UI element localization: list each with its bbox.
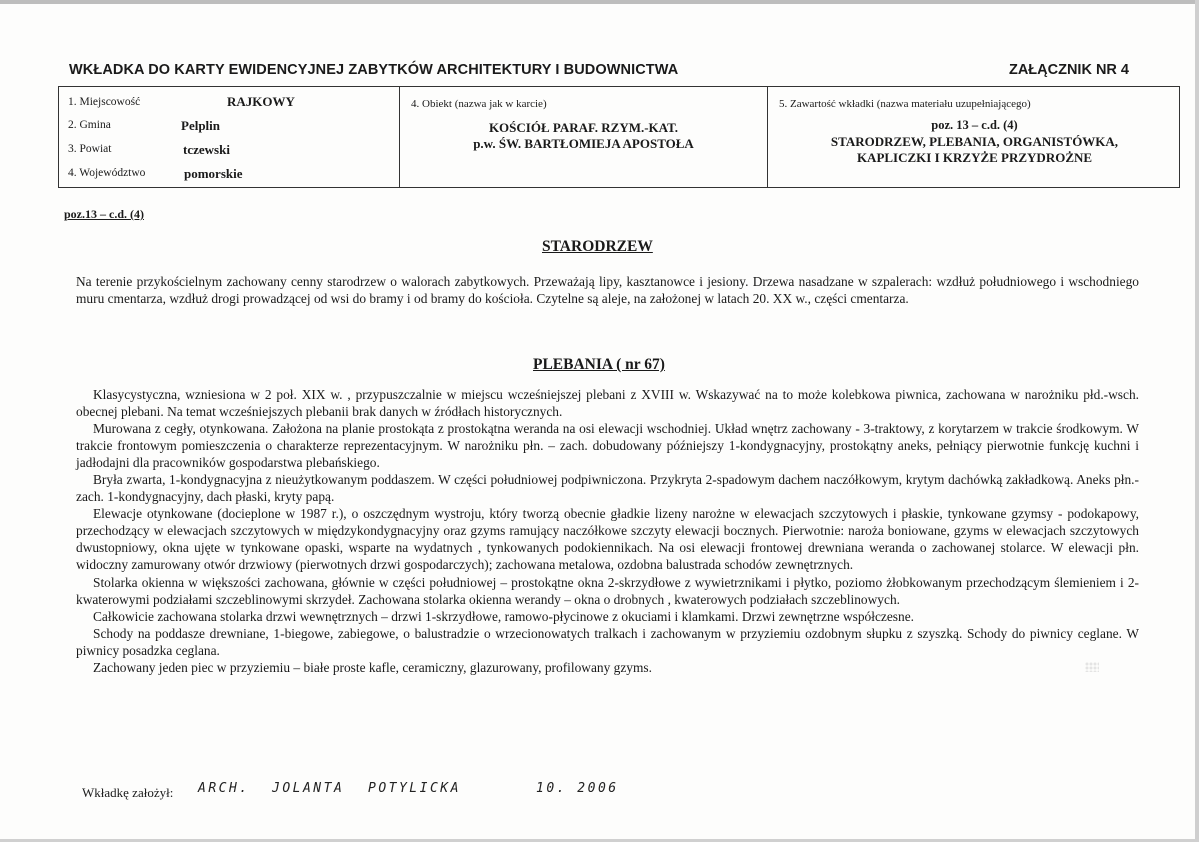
info-table [58, 86, 1180, 188]
voivodeship-label: 4. Województwo [68, 167, 146, 179]
voivodeship-value: pomorskie [184, 166, 243, 181]
section-title-starodrzew: STARODRZEW [542, 238, 653, 255]
handwritten-surname: POTYLICKA [368, 781, 461, 796]
section-text-starodrzew: Na terenie przykościelnym zachowany cenny starodrzew o walorach zabytkowych. Przeważają lipy, kasztanowce i jesiony. Drzewa nasadzane w szpalerach: wzdłuż południowego i wschodniego muru cmentarza, wzdłuż drogi prowadzącej od wsi do bramy i od bramy do kościoła. Czytelne są aleje, na założonej w latach 20. XX w., części cmentarza. [76, 274, 1139, 306]
paragraph: Stolarka okienna w większości zachowana, głównie w części południowej – prostokątne okna 2-skrzydłowe z wywietrznikami i płytko, poziomo żłobkowanym przechodzącym ślemieniem i 2-kwaterowymi podziałami szczeblinowymi skrzydeł. Zachowana stolarka okienna werandy – okna o drobnych , kwaterowych podziałach szczeblinowych. [76, 574, 1139, 607]
position-reference: poz.13 – c.d. (4) [64, 207, 144, 221]
document-title: WKŁADKA DO KARTY EWIDENCYJNEJ ZABYTKÓW ARCHITEKTURY I BUDOWNICTWA [69, 62, 679, 78]
object-label: 4. Obiekt (nazwa jak w karcie) [411, 98, 547, 110]
paragraph: Schody na poddasze drewniane, 1-biegowe, zabiegowe, o balustradzie o wrzecionowatych tralkach i zachowanym w przyziemiu ozdobnym słupku z szyszką. Schody do piwnicy ceglane. W piwnicy posadzka ceglana. [76, 625, 1139, 658]
contents-line3: KAPLICZKI I KRZYŻE PRZYDROŻNE [856, 150, 1093, 165]
scan-speck [1085, 662, 1099, 672]
paragraph: Elewacje otynkowane (docieplone w 1987 r.), o oszczędnym wystroju, który tworzą obecnie gładkie lizeny narożne w elewacjach szczytowych i płaskie, tynkowane gzymsy - podokapowy, przechodzący w elewacjach szczytowych w międzykondygnacyjny oraz gzyms ramujący naczółkowe szczyty elewacji bocznych. Pierwotnie: naroża boniowane, gzyms w elewacjach szczytowych dwustopniowy, okna ujęte w tynkowane opaski, wsparte na wydatnych , tynkowanych podokiennikach. Na osi elewacji frontowej drewniana weranda o zachowanej stolarce. W elewacji płn. widoczny zamurowany otwór drzwiowy (pierwotnych drzwi gospodarczych); zachowana metalowa, ozdobna balustrada schodów zewnętrznych. [76, 506, 1139, 573]
author-label: Wkładkę założył: [82, 785, 174, 800]
contents-position: poz. 13 – c.d. (4) [931, 118, 1018, 132]
scan-edge-right [1195, 0, 1199, 842]
scan-edge-top [0, 0, 1199, 4]
handwritten-title: ARCH. [198, 781, 250, 796]
contents-line2: STARODRZEW, PLEBANIA, ORGANISTÓWKA, [830, 134, 1119, 149]
object-name-line2: p.w. ŚW. BARTŁOMIEJA APOSTOŁA [473, 136, 694, 151]
contents-label: 5. Zawartość wkładki (nazwa materiału uzupełniającego) [779, 98, 1031, 110]
section-text-plebania [76, 386, 1139, 676]
paragraph: Murowana z cegły, otynkowana. Założona na planie prostokąta z prostokątna weranda na osi elewacji wschodniej. Układ wnętrz zachowany - 3-traktowy, z korytarzem w trakcie środkowym. W trakcie frontowym pomieszczenia o charakterze reprezentacyjnym. W narożniku płn. – zach. dobudowany późniejszy 1-kondygnacyjny, prostokątny aneks, pełniący pierwotnie funkcję kuchni i jadłodajni dla pracowników gospodarstwa plebańskiego. [76, 421, 1139, 471]
paragraph: Bryła zwarta, 1-kondygnacyjna z nieużytkowanym poddaszem. W części południowej podpiwniczona. Przykryta 2-spadowym dachem naczółkowym, krytym dachówką zakładkową. Aneks płn.-zach. 1-kondygnacyjny, dach płaski, kryty papą. [76, 472, 1139, 505]
commune-label: 2. Gmina [68, 119, 111, 131]
district-value: tczewski [183, 142, 230, 157]
handwritten-first-name: JOLANTA [272, 781, 345, 796]
object-name-line1: KOŚCIÓŁ PARAF. RZYM.-KAT. [488, 120, 679, 135]
locality-value: RAJKOWY [227, 94, 295, 109]
district-label: 3. Powiat [68, 143, 112, 155]
section-title-plebania: PLEBANIA ( nr 67) [533, 356, 665, 373]
paragraph: Klasycystyczna, wzniesiona w 2 poł. XIX w. , przypuszczalnie w miejscu wcześniejszej plebani z XVIII w. Wskazywać na to może kolebkowa piwnica, zachowana w narożniku płd.-wsch. obecnej plebani. Na temat wcześniejszych plebanii brak danych w źródłach historycznych. [76, 387, 1139, 420]
locality-label: 1. Miejscowość [68, 96, 141, 108]
handwritten-date: 10. 2006 [536, 781, 619, 796]
paragraph: Zachowany jeden piec w przyziemiu – białe proste kafle, ceramiczny, glazurowany, profilowany gzyms. [93, 659, 652, 675]
annex-number: ZAŁĄCZNIK NR 4 [1008, 62, 1129, 78]
commune-value: Pelplin [181, 118, 221, 133]
paragraph: Całkowicie zachowana stolarka drzwi wewnętrznych – drzwi 1-skrzydłowe, ramowo-płycinowe z okuciami i klamkami. Drzwi zewnętrzne współczesne. [93, 608, 914, 624]
